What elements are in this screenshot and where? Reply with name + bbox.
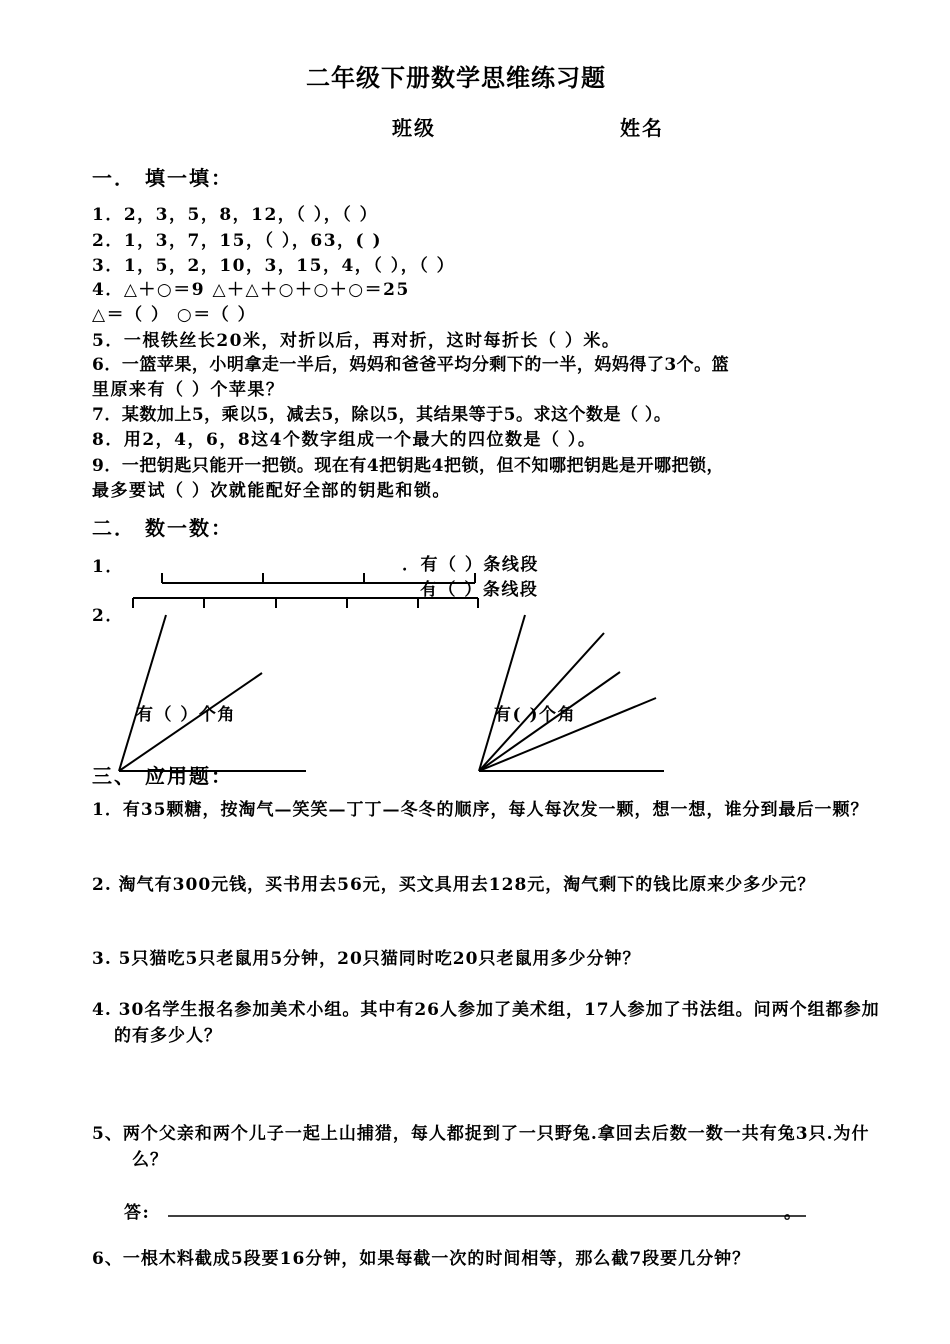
section2-heading: 二． 数一数： xyxy=(92,516,233,540)
class-label: 班级 xyxy=(392,116,436,140)
answer-end: 。 xyxy=(784,1203,803,1223)
app-question-5: 5、两个父亲和两个儿子一起上山捕猎，每人都捉到了一只野兔.拿回去后数一数一共有兔3只.为什么？ xyxy=(92,1124,870,1170)
segment-figure-1 xyxy=(162,573,475,583)
fill-item-2: 2．1，3，7，15，（ ），63，( ) xyxy=(92,231,383,251)
fill-item-7: 7．某数加上5，乘以5，减去5，除以5，其结果等于5。求这个数是（ ）。 xyxy=(92,405,672,425)
fill-item-6-cont: 里原来有（ ）个苹果？ xyxy=(92,380,285,400)
section3-heading: 三、 应用题： xyxy=(92,764,233,788)
app-question-1: 1．有35颗糖，按淘气—笑笑—丁丁—冬冬的顺序，每人每次发一颗，想一想，谁分到最后一颗？ xyxy=(92,800,869,820)
fill-item-4: 4．△＋○＝9 △＋△＋○＋○＋○＝25 xyxy=(92,280,410,300)
angle-figure-2 xyxy=(479,615,664,771)
count-q2-label: 2． xyxy=(92,606,124,626)
count-q1-label: 1． xyxy=(92,557,124,577)
name-label: 姓名 xyxy=(620,116,664,140)
fill-item-9: 9．一把钥匙只能开一把锁。现在有4把钥匙4把锁，但不知哪把钥匙是开哪把锁， xyxy=(92,456,724,476)
fill-item-9-cont: 最多要试（ ）次就能配好全部的钥匙和锁。 xyxy=(92,481,451,501)
app-question-4: 4. 30名学生报名参加美术小组。其中有26人参加了美术组，17人参加了书法组。问两个组都参加的有多少人？ xyxy=(92,1000,880,1046)
angle-ray xyxy=(479,615,525,771)
angle-figure-1 xyxy=(119,615,306,771)
answer-label: 答: xyxy=(124,1203,151,1223)
count-q1-answer: ．有（ ）条线段 xyxy=(402,555,539,575)
section1-heading: 一． 填一填： xyxy=(92,166,233,190)
fill-item-5: 5．一根铁丝长20米，对折以后，再对折，这时每折长（ ）米。 xyxy=(92,331,621,351)
app-question-3: 3. 5只猫吃5只老鼠用5分钟，20只猫同时吃20只老鼠用多少分钟？ xyxy=(92,949,641,969)
segment-figure-2 xyxy=(133,598,478,608)
count-q2-answer: 有（ ）条线段 xyxy=(420,580,539,600)
app-question-2: 2. 淘气有300元钱，买书用去56元，买文具用去128元，淘气剩下的钱比原来少多少元？ xyxy=(92,875,816,895)
fill-item-6: 6．一篮苹果，小明拿走一半后，妈妈和爸爸平均分剩下的一半，妈妈得了3个。篮 xyxy=(92,355,730,375)
fill-item-1: 1．2，3，5，8，12，（ ），（ ） xyxy=(92,205,379,225)
page-title: 二年级下册数学思维练习题 xyxy=(306,63,606,92)
angle-ray xyxy=(119,615,166,771)
fill-item-4-answer: △＝（ ） ○＝（ ） xyxy=(92,305,257,325)
fill-item-3: 3．1，5，2，10，3，15，4，（ ），（ ） xyxy=(92,256,456,276)
app-question-6: 6、一根木料截成5段要16分钟，如果每截一次的时间相等，那么截7段要几分钟？ xyxy=(92,1249,751,1269)
angle2-answer: 有( )个角 xyxy=(494,705,577,725)
fill-item-8: 8．用2，4，6，8这4个数字组成一个最大的四位数是（ ）。 xyxy=(92,430,597,450)
angle1-answer: 有（ ）个角 xyxy=(136,705,236,725)
